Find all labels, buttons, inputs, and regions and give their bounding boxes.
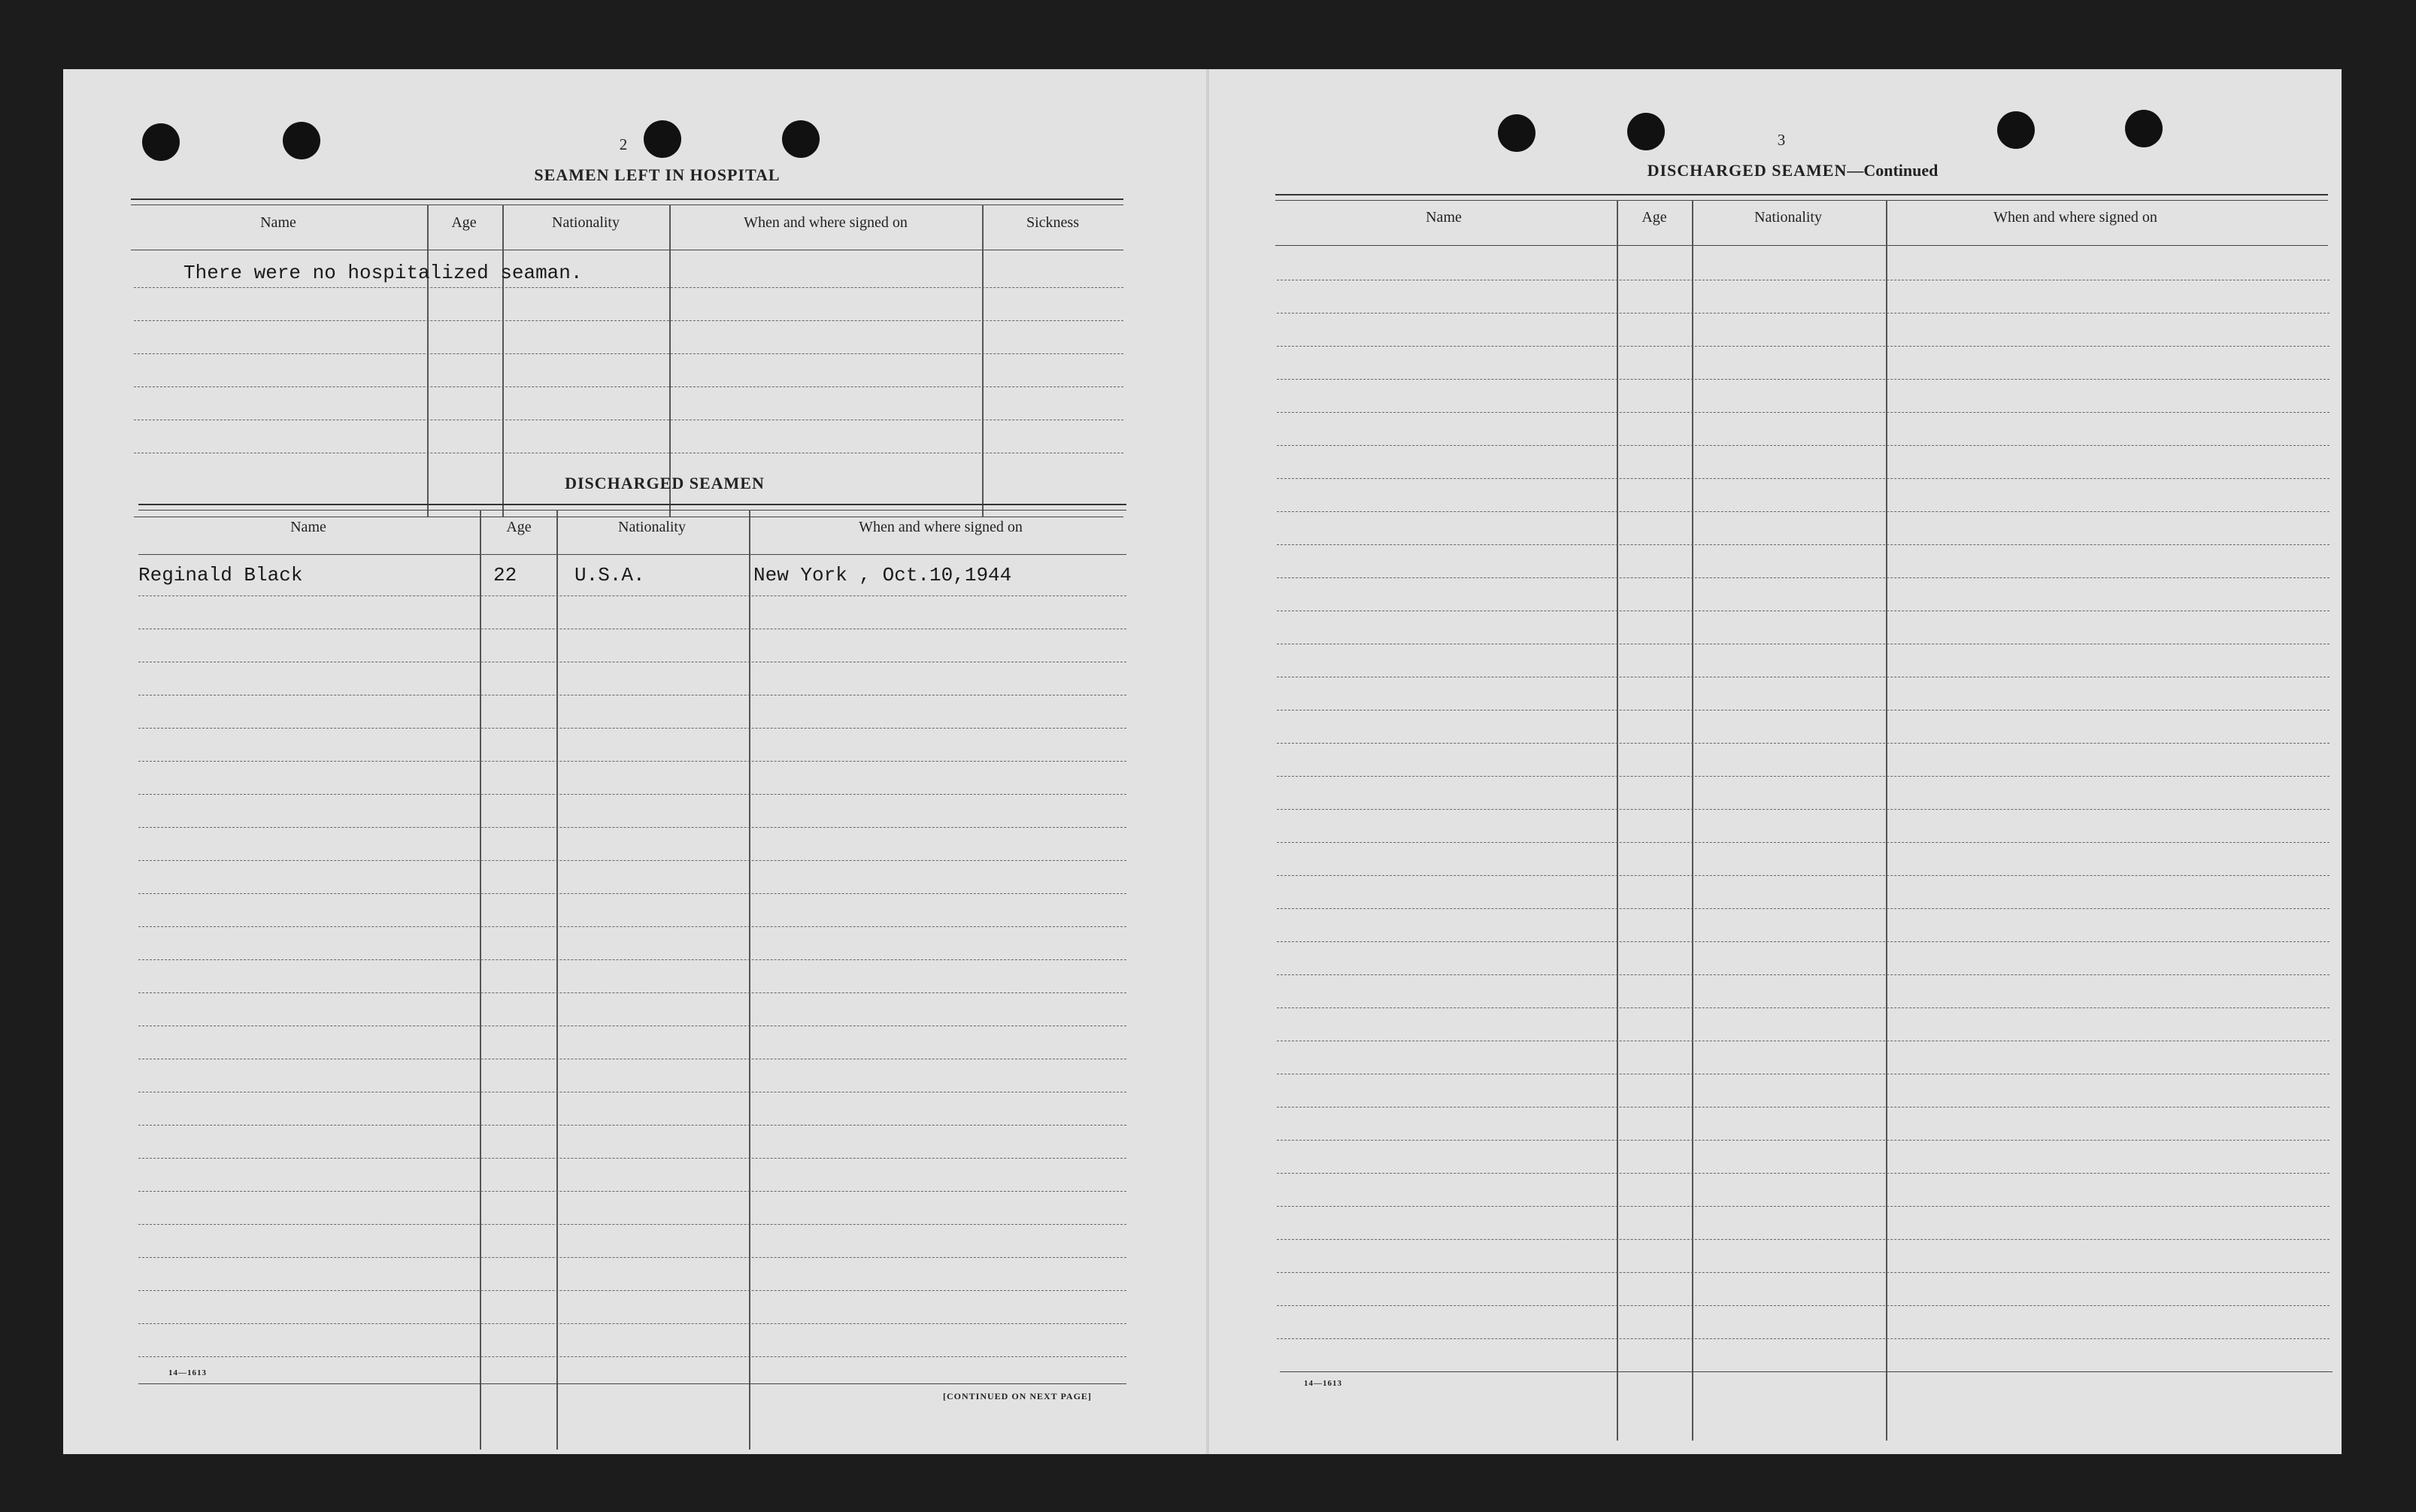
punch-hole-icon xyxy=(1627,113,1665,150)
hospital-col-age: Age xyxy=(451,214,477,231)
punch-hole-icon xyxy=(142,123,180,161)
hospital-col-signed-on: When and where signed on xyxy=(744,214,908,231)
discharged-row-signed-on: New York , Oct.10,1944 xyxy=(753,564,1012,586)
hospital-col-name: Name xyxy=(260,214,296,231)
right-row-line xyxy=(1277,1338,2330,1339)
discharged-col-divider xyxy=(749,510,750,1450)
right-header-top-rule-2 xyxy=(1275,200,2328,201)
discharged-col-age: Age xyxy=(506,519,532,535)
discharged-row-line xyxy=(138,1290,1126,1291)
right-row-line xyxy=(1277,809,2330,810)
punch-hole-icon xyxy=(782,120,820,158)
right-row-line xyxy=(1277,445,2330,446)
discharged-row-line xyxy=(138,1323,1126,1324)
discharged-row-line xyxy=(138,1224,1126,1225)
discharged-row-line xyxy=(138,992,1126,993)
page-number-left: 2 xyxy=(619,135,628,153)
discharged-row-line xyxy=(138,1257,1126,1258)
continued-note: [CONTINUED ON NEXT PAGE] xyxy=(943,1391,1092,1401)
right-section-title-main: DISCHARGED SEAMEN xyxy=(1647,161,1848,180)
discharged-row-line xyxy=(138,1191,1126,1192)
discharged-table-bottom-rule xyxy=(138,1383,1126,1384)
discharged-row-nationality: U.S.A. xyxy=(574,564,645,586)
right-row-line xyxy=(1277,1007,2330,1008)
hospital-row-line xyxy=(134,353,1123,354)
right-row-line xyxy=(1277,412,2330,413)
hospital-header-top-rule xyxy=(131,198,1123,200)
discharged-col-name: Name xyxy=(290,519,326,535)
punch-hole-icon xyxy=(644,120,681,158)
hospital-section-title: SEAMEN LEFT IN HOSPITAL xyxy=(534,165,781,184)
right-row-line xyxy=(1277,908,2330,909)
right-col-age: Age xyxy=(1641,209,1667,226)
right-row-line xyxy=(1277,346,2330,347)
right-row-line xyxy=(1277,941,2330,942)
discharged-row-line xyxy=(138,794,1126,795)
right-row-line xyxy=(1277,875,2330,876)
page-fold xyxy=(1206,69,1209,1454)
discharged-row-line xyxy=(138,926,1126,927)
hospital-row-line xyxy=(134,287,1123,288)
discharged-col-divider xyxy=(480,510,481,1450)
right-row-line xyxy=(1277,842,2330,843)
discharged-header-top-rule-2 xyxy=(138,510,1126,511)
discharged-row-line xyxy=(138,959,1126,960)
right-header-top-rule xyxy=(1275,194,2328,195)
right-section-title xyxy=(1567,161,2018,180)
hospital-col-nationality: Nationality xyxy=(552,214,620,231)
punch-hole-icon xyxy=(1997,111,2035,149)
right-row-line xyxy=(1277,710,2330,711)
page-number-right: 3 xyxy=(1777,131,1786,149)
discharged-row-name: Reginald Black xyxy=(138,564,303,586)
right-row-line xyxy=(1277,1239,2330,1240)
hospital-col-divider xyxy=(669,205,671,517)
right-col-divider xyxy=(1692,200,1693,1441)
right-row-line xyxy=(1277,1272,2330,1273)
hospital-col-sickness: Sickness xyxy=(1026,214,1079,231)
discharged-col-divider xyxy=(556,510,558,1450)
hospital-note: There were no hospitalized seaman. xyxy=(183,262,583,284)
right-row-line xyxy=(1277,544,2330,545)
form-number-left: 14—1613 xyxy=(168,1368,207,1377)
discharged-row-line xyxy=(138,1356,1126,1357)
right-row-line xyxy=(1277,478,2330,479)
hospital-row-line xyxy=(134,320,1123,321)
form-number-right: 14—1613 xyxy=(1304,1379,1342,1388)
right-table-bottom-rule xyxy=(1280,1371,2333,1372)
discharged-header-bottom-rule xyxy=(138,554,1126,555)
right-row-line xyxy=(1277,379,2330,380)
discharged-row-line xyxy=(138,827,1126,828)
right-row-line xyxy=(1277,1206,2330,1207)
discharged-col-nationality: Nationality xyxy=(618,519,686,535)
right-row-line xyxy=(1277,974,2330,975)
right-row-line xyxy=(1277,1140,2330,1141)
right-col-name: Name xyxy=(1426,209,1462,226)
ledger-sheet xyxy=(63,69,2342,1454)
discharged-header-top-rule xyxy=(138,504,1126,505)
right-row-line xyxy=(1277,1305,2330,1306)
discharged-col-signed-on: When and where signed on xyxy=(859,519,1023,535)
discharged-row-line xyxy=(138,860,1126,861)
punch-hole-icon xyxy=(283,122,320,159)
discharged-section-title: DISCHARGED SEAMEN xyxy=(565,474,765,492)
right-row-line xyxy=(1277,577,2330,578)
discharged-row-age: 22 xyxy=(493,564,517,586)
punch-hole-icon xyxy=(2125,110,2163,147)
hospital-col-divider xyxy=(427,205,429,517)
discharged-row-line xyxy=(138,1125,1126,1126)
right-header-bottom-rule xyxy=(1275,245,2328,246)
right-row-line xyxy=(1277,511,2330,512)
hospital-col-divider xyxy=(502,205,504,517)
right-col-nationality: Nationality xyxy=(1754,209,1822,226)
right-row-line xyxy=(1277,313,2330,314)
punch-hole-icon xyxy=(1498,114,1535,152)
discharged-row-line xyxy=(138,761,1126,762)
hospital-col-divider xyxy=(982,205,984,517)
right-col-signed-on: When and where signed on xyxy=(1993,209,2157,226)
right-col-divider xyxy=(1886,200,1887,1441)
right-row-line xyxy=(1277,1173,2330,1174)
discharged-row-line xyxy=(138,728,1126,729)
discharged-row-line xyxy=(138,1158,1126,1159)
discharged-row-line xyxy=(138,595,1126,596)
hospital-row-line xyxy=(134,386,1123,387)
right-row-line xyxy=(1277,776,2330,777)
right-col-divider xyxy=(1617,200,1618,1441)
right-row-line xyxy=(1277,743,2330,744)
right-section-title-suffix: —Continued xyxy=(1847,161,1939,180)
discharged-row-line xyxy=(138,893,1126,894)
